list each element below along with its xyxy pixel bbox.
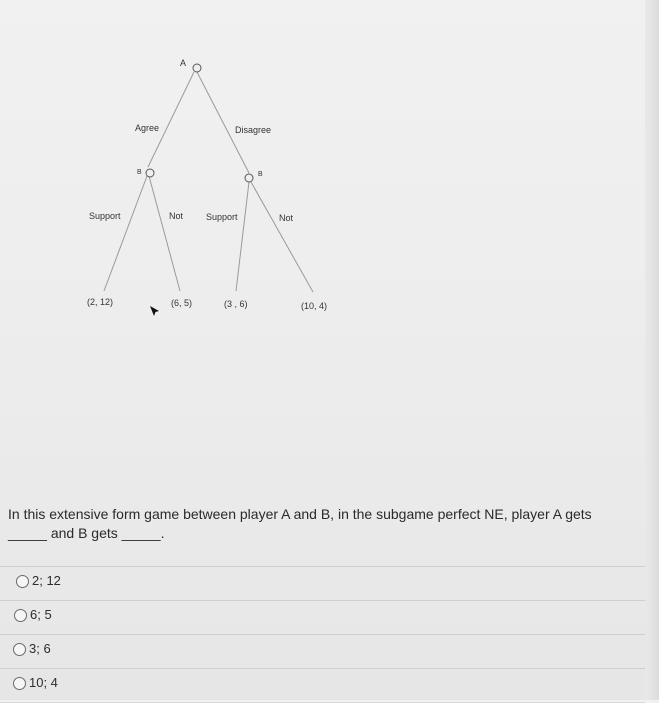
radio-icon[interactable] [13,643,26,656]
question-text [8,505,648,543]
question-line-1: In this extensive form game between player A and B, in the subgame perfect NE, player A gets [8,506,592,522]
option-label: 6; 5 [30,607,52,622]
radio-icon[interactable] [14,609,27,622]
option-4[interactable] [0,668,645,703]
question-line-2: _____ and B gets _____. [8,525,165,541]
radio-icon[interactable] [16,575,29,588]
label-agree: Agree [135,123,160,133]
option-label: 3; 6 [29,641,51,656]
option-1[interactable] [0,566,645,600]
payoff-agree-support: (2, 12) [87,297,114,307]
option-label: 2; 12 [32,573,61,588]
label-not-left: Not [169,211,184,221]
branch-not-left [149,176,180,291]
payoff-disagree-support: (3 , 6) [224,299,248,309]
node-b-right [245,174,253,182]
branch-support-right [236,182,249,291]
label-disagree: Disagree [235,125,272,135]
node-b-left [146,169,154,177]
option-3[interactable] [0,634,645,668]
option-2[interactable] [0,600,645,634]
label-player-b-right: B [258,171,263,178]
label-support-left: Support [89,211,121,221]
page-edge [645,0,659,700]
cursor-icon [150,306,159,316]
branch-support-left [104,176,147,291]
label-player-a: A [180,58,187,68]
option-label: 10; 4 [29,675,58,690]
payoff-disagree-not: (10, 4) [301,301,328,311]
branch-agree [148,72,194,167]
label-not-right: Not [279,213,294,223]
branch-disagree [197,72,249,173]
label-support-right: Support [206,212,238,222]
payoff-agree-not: (6, 5) [171,298,193,308]
branch-not-right [251,182,313,292]
label-player-b-left: B [137,169,142,176]
node-a [193,64,201,72]
answer-options [0,566,645,703]
radio-icon[interactable] [13,677,26,690]
